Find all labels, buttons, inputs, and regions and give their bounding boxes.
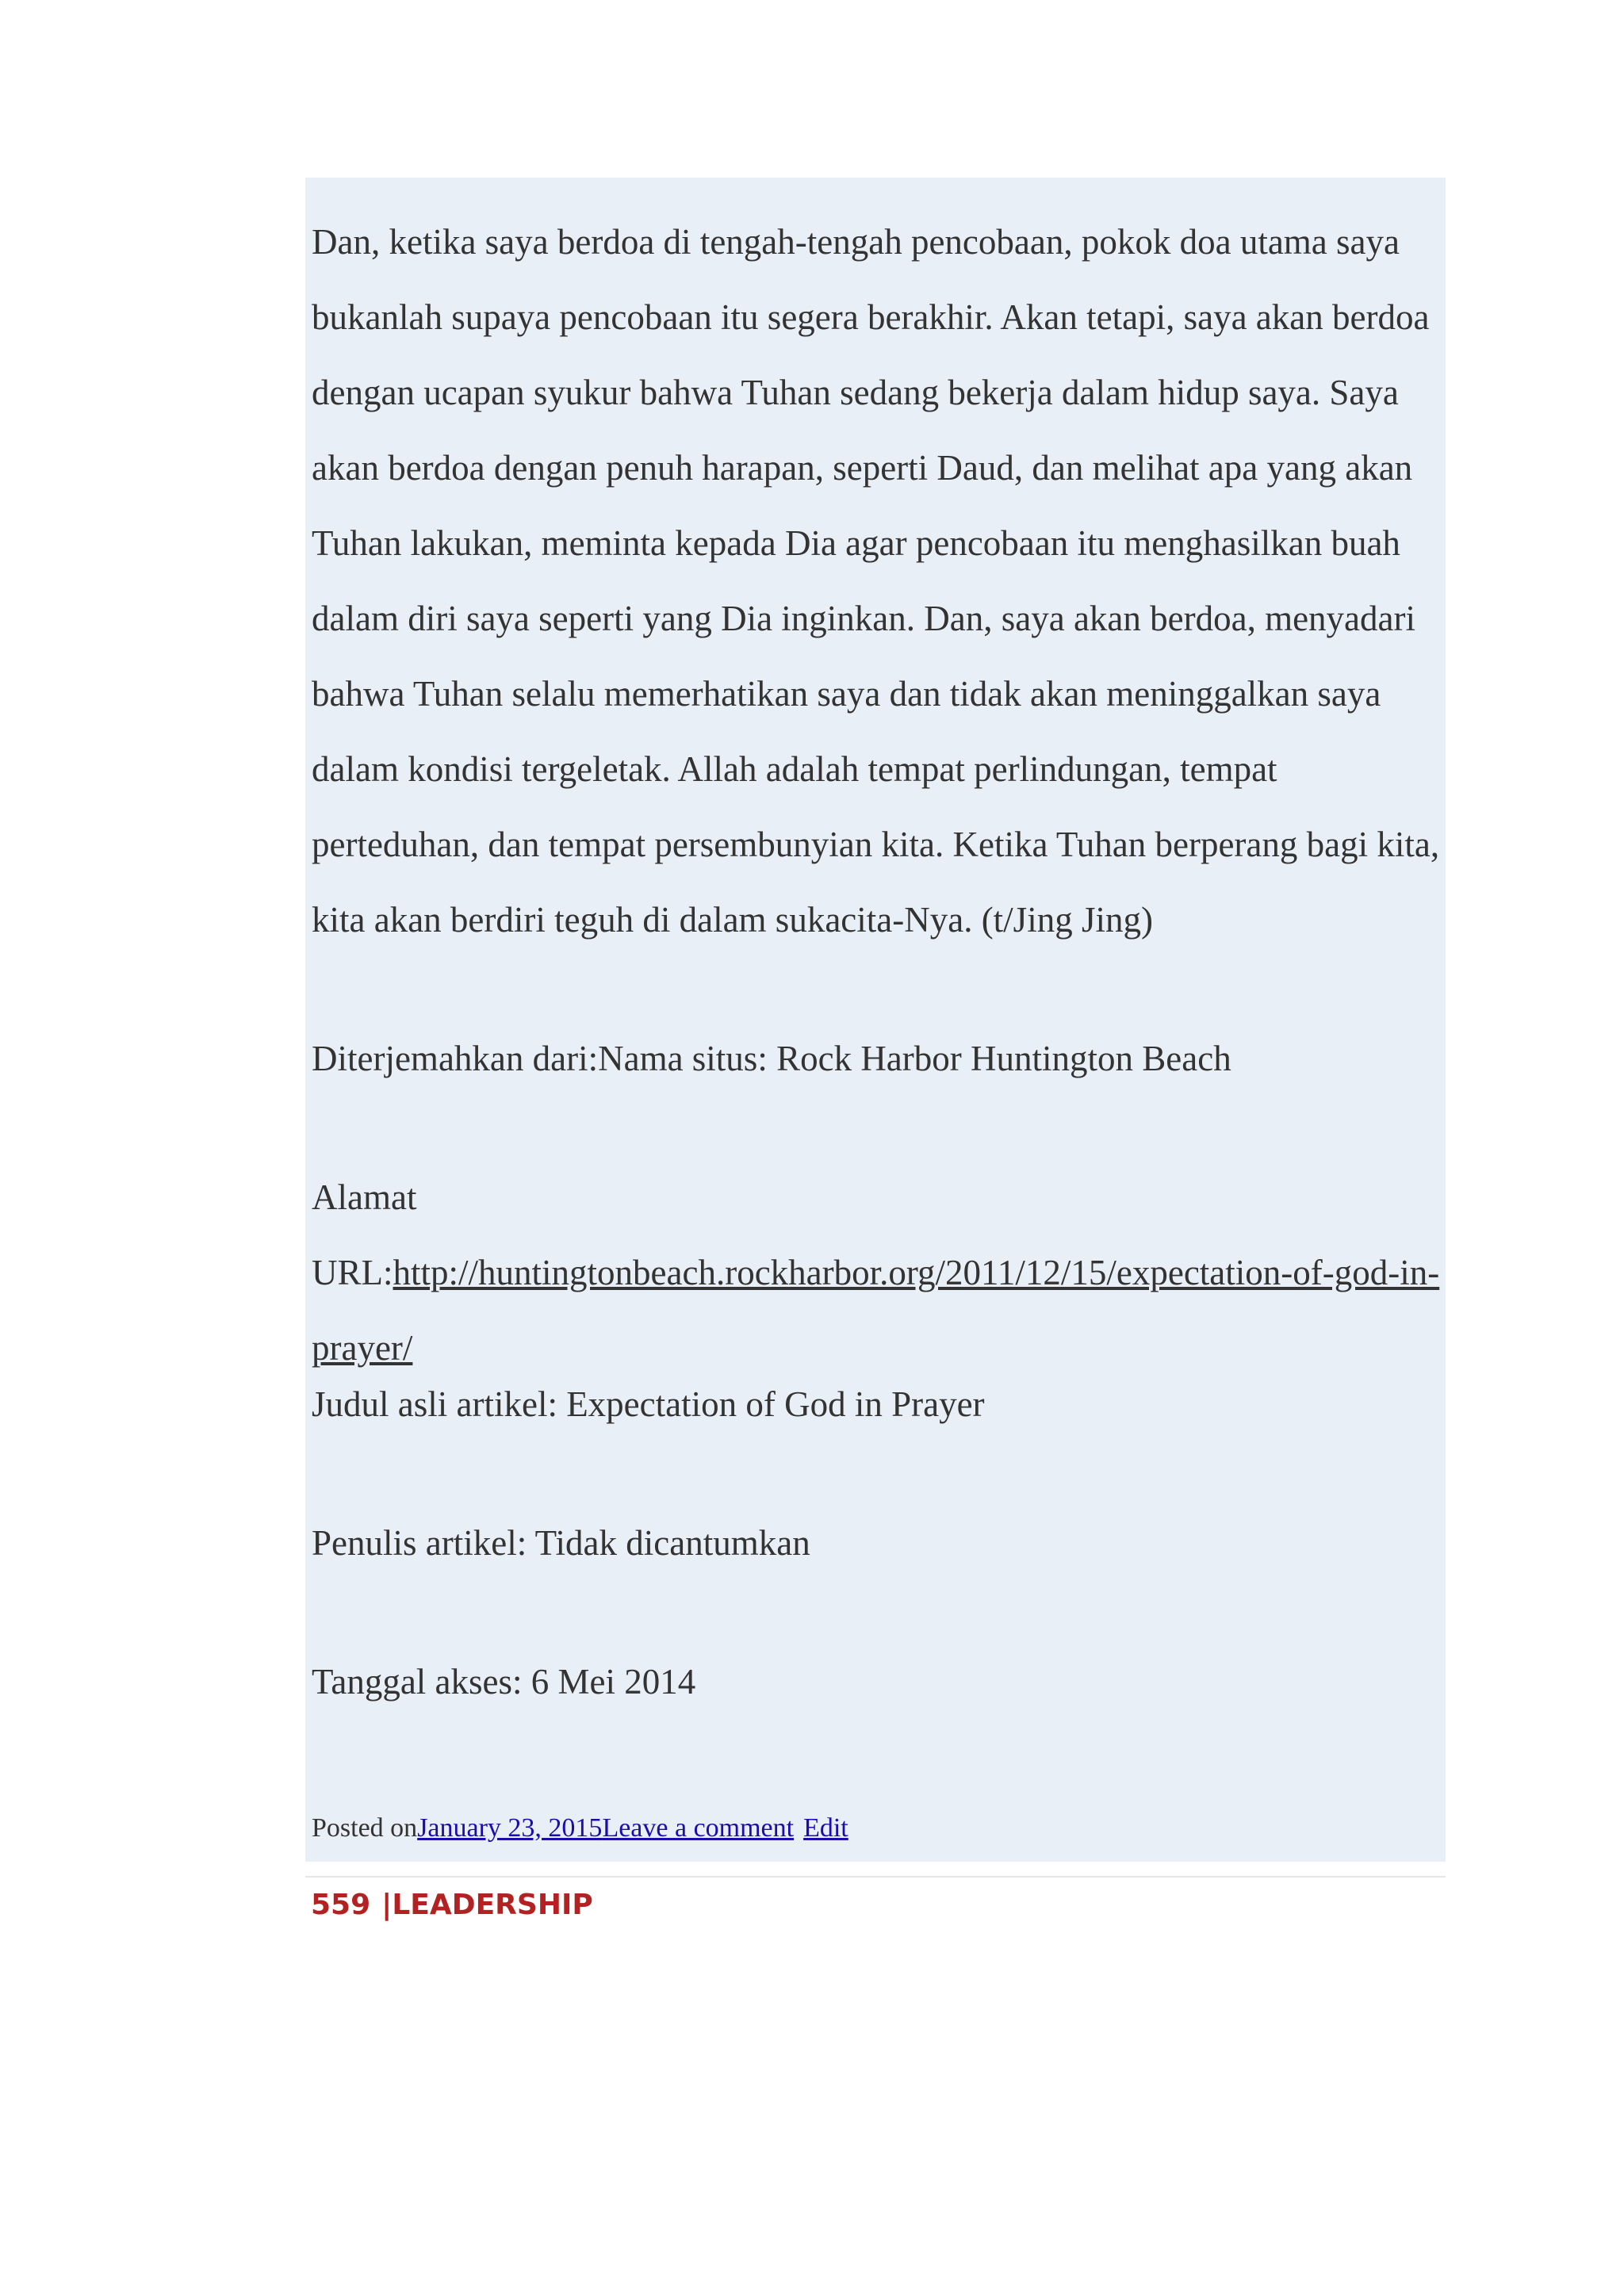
source-url-line [312, 1235, 1446, 1386]
post-date-link[interactable]: January 23, 2015 [417, 1813, 603, 1843]
footer-separator: | [381, 1889, 393, 1921]
footer-divider [305, 1876, 1446, 1878]
page-number: 559 [311, 1889, 371, 1921]
spacer [312, 958, 1446, 1021]
section-name: LEADERSHIP [392, 1889, 593, 1921]
article-content [305, 178, 1446, 1862]
url-prefix: URL: [312, 1253, 393, 1292]
spacer [312, 1097, 1446, 1160]
page-footer [311, 1885, 593, 1925]
spacer [312, 1581, 1446, 1644]
address-label: Alamat [312, 1177, 417, 1217]
translated-from-line: Diterjemahkan dari:Nama situs: Rock Harbor Huntington Beach [312, 1039, 1231, 1078]
post-meta [312, 1811, 848, 1846]
access-date-line: Tanggal akses: 6 Mei 2014 [312, 1662, 696, 1702]
posted-on-label: Posted on [312, 1813, 418, 1843]
original-title-line: Judul asli artikel: Expectation of God in Prayer [312, 1384, 985, 1424]
spacer [312, 1442, 1446, 1506]
source-url-link[interactable]: http://huntingtonbeach.rockharbor.org/2011/12/15/expectation-of-god-in-prayer/ [312, 1253, 1440, 1368]
leave-comment-link[interactable]: Leave a comment [602, 1813, 795, 1843]
author-line: Penulis artikel: Tidak dicantumkan [312, 1523, 810, 1563]
edit-link[interactable]: Edit [803, 1813, 848, 1843]
article-body-paragraph: Dan, ketika saya berdoa di tengah-tengah pencobaan, pokok doa utama saya bukanlah supaya pencobaan itu segera berakhir. Akan tetapi, saya akan berdoa dengan ucapan syukur bahwa Tuhan sedang bekerja dalam hidup saya. Saya akan berdoa dengan penuh harapan, seperti Daud, dan melihat apa yang akan Tuhan lakukan, meminta kepada Dia agar pencobaan itu menghasilkan buah dalam diri saya seperti yang Dia inginkan. Dan, saya akan berdoa, menyadari bahwa Tuhan selalu memerhatikan saya dan tidak akan meninggalkan saya dalam kondisi tergeletak. Allah adalah tempat perlindungan, tempat perteduhan, dan tempat persembunyian kita. Ketika Tuhan berperang bagi kita, kita akan berdiri teguh di dalam sukacita-Nya. (t/Jing Jing) [312, 222, 1440, 940]
